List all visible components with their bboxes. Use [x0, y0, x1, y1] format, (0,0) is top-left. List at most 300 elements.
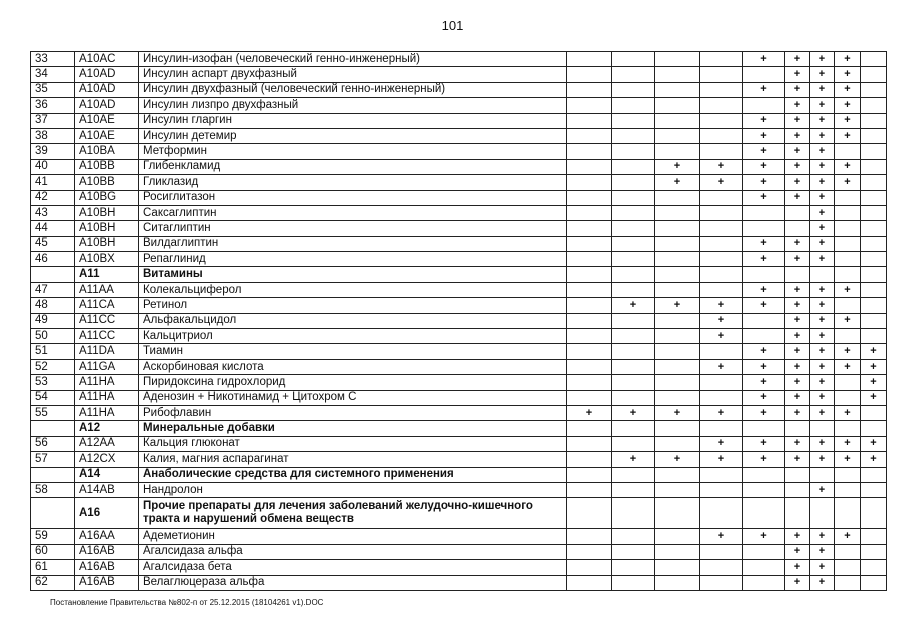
group-header-row — [31, 267, 887, 282]
drug-name: Калия, магния аспарагинат — [139, 452, 567, 467]
mark-cell: + — [785, 52, 810, 67]
mark-cell: + — [785, 190, 810, 205]
table-row — [31, 405, 887, 420]
mark-cell — [810, 421, 835, 436]
mark-cell: + — [655, 452, 700, 467]
mark-cell — [567, 544, 612, 559]
mark-cell — [743, 544, 785, 559]
mark-cell — [700, 144, 743, 159]
mark-cell: + — [743, 390, 785, 405]
drug-name: Метформин — [139, 144, 567, 159]
drug-name: Инсулин двухфазный (человеческий генно-инженерный) — [139, 82, 567, 97]
mark-cell — [700, 236, 743, 251]
mark-cell: + — [700, 298, 743, 313]
table-row — [31, 82, 887, 97]
table-row — [31, 282, 887, 297]
mark-cell: + — [835, 359, 861, 374]
mark-cell — [655, 252, 700, 267]
mark-cell: + — [655, 405, 700, 420]
mark-cell — [612, 236, 655, 251]
drug-name: Ситаглиптин — [139, 221, 567, 236]
mark-cell — [861, 113, 887, 128]
drug-name: Нандролон — [139, 482, 567, 497]
atc-code: A11HA — [75, 405, 139, 420]
row-number — [31, 421, 75, 436]
mark-cell: + — [785, 159, 810, 174]
atc-code: A16AB — [75, 544, 139, 559]
drug-name: Агалсидаза альфа — [139, 544, 567, 559]
drug-name: Вилдаглиптин — [139, 236, 567, 251]
mark-cell — [655, 375, 700, 390]
mark-cell: + — [567, 405, 612, 420]
row-number: 50 — [31, 329, 75, 344]
row-number: 53 — [31, 375, 75, 390]
mark-cell: + — [785, 252, 810, 267]
mark-cell: + — [810, 482, 835, 497]
row-number: 56 — [31, 436, 75, 451]
mark-cell — [743, 498, 785, 529]
mark-cell — [861, 175, 887, 190]
atc-code: A10BB — [75, 159, 139, 174]
mark-cell — [655, 144, 700, 159]
mark-cell — [567, 252, 612, 267]
row-number: 59 — [31, 529, 75, 544]
mark-cell — [835, 221, 861, 236]
mark-cell: + — [785, 390, 810, 405]
atc-code: A11CC — [75, 313, 139, 328]
mark-cell — [743, 482, 785, 497]
atc-code: A11AA — [75, 282, 139, 297]
mark-cell — [655, 67, 700, 82]
mark-cell: + — [835, 529, 861, 544]
mark-cell — [567, 282, 612, 297]
mark-cell — [567, 375, 612, 390]
mark-cell — [567, 329, 612, 344]
mark-cell — [861, 313, 887, 328]
drug-name: Инсулин детемир — [139, 128, 567, 143]
mark-cell — [700, 221, 743, 236]
mark-cell — [835, 236, 861, 251]
drug-name: Минеральные добавки — [139, 421, 567, 436]
mark-cell — [612, 575, 655, 590]
mark-cell — [700, 205, 743, 220]
mark-cell: + — [785, 344, 810, 359]
atc-code: A11CA — [75, 298, 139, 313]
atc-code: A14 — [75, 467, 139, 482]
mark-cell: + — [810, 67, 835, 82]
mark-cell — [835, 267, 861, 282]
mark-cell — [700, 467, 743, 482]
mark-cell — [743, 560, 785, 575]
row-number: 45 — [31, 236, 75, 251]
mark-cell — [655, 128, 700, 143]
table-row — [31, 482, 887, 497]
mark-cell — [567, 113, 612, 128]
mark-cell: + — [810, 575, 835, 590]
mark-cell — [700, 252, 743, 267]
mark-cell — [655, 267, 700, 282]
mark-cell — [861, 190, 887, 205]
mark-cell: + — [835, 82, 861, 97]
table-row — [31, 159, 887, 174]
row-number: 40 — [31, 159, 75, 174]
drug-name: Росиглитазон — [139, 190, 567, 205]
mark-cell — [785, 267, 810, 282]
mark-cell: + — [612, 405, 655, 420]
atc-code: A10BG — [75, 190, 139, 205]
table-row — [31, 221, 887, 236]
mark-cell — [743, 329, 785, 344]
table-row — [31, 375, 887, 390]
mark-cell: + — [785, 560, 810, 575]
mark-cell: + — [785, 298, 810, 313]
atc-code: A16AB — [75, 560, 139, 575]
atc-code: A10BB — [75, 175, 139, 190]
mark-cell: + — [810, 390, 835, 405]
atc-code: A11CC — [75, 329, 139, 344]
mark-cell — [567, 298, 612, 313]
mark-cell — [700, 190, 743, 205]
mark-cell: + — [810, 359, 835, 374]
mark-cell — [655, 529, 700, 544]
mark-cell — [567, 221, 612, 236]
mark-cell: + — [700, 159, 743, 174]
mark-cell — [835, 298, 861, 313]
mark-cell — [700, 98, 743, 113]
mark-cell — [835, 482, 861, 497]
mark-cell — [785, 498, 810, 529]
row-number: 34 — [31, 67, 75, 82]
mark-cell — [655, 236, 700, 251]
mark-cell: + — [861, 390, 887, 405]
drug-name: Альфакальцидол — [139, 313, 567, 328]
mark-cell — [861, 575, 887, 590]
mark-cell — [700, 482, 743, 497]
atc-code: A11 — [75, 267, 139, 282]
mark-cell — [700, 113, 743, 128]
table-row — [31, 144, 887, 159]
mark-cell: + — [785, 113, 810, 128]
atc-code: A10BH — [75, 221, 139, 236]
mark-cell — [612, 313, 655, 328]
mark-cell: + — [743, 405, 785, 420]
drug-name: Саксаглиптин — [139, 205, 567, 220]
table-row — [31, 113, 887, 128]
mark-cell — [700, 82, 743, 97]
atc-code: A12AA — [75, 436, 139, 451]
row-number: 41 — [31, 175, 75, 190]
mark-cell — [612, 205, 655, 220]
mark-cell — [567, 82, 612, 97]
mark-cell: + — [785, 82, 810, 97]
drug-name: Ретинол — [139, 298, 567, 313]
mark-cell — [861, 267, 887, 282]
mark-cell — [655, 498, 700, 529]
mark-cell: + — [612, 452, 655, 467]
mark-cell — [567, 190, 612, 205]
mark-cell: + — [785, 236, 810, 251]
row-number: 36 — [31, 98, 75, 113]
row-number: 47 — [31, 282, 75, 297]
mark-cell — [567, 313, 612, 328]
mark-cell: + — [743, 82, 785, 97]
atc-code: A10BX — [75, 252, 139, 267]
row-number: 61 — [31, 560, 75, 575]
mark-cell: + — [810, 175, 835, 190]
mark-cell: + — [810, 221, 835, 236]
mark-cell — [785, 482, 810, 497]
mark-cell — [567, 128, 612, 143]
atc-code: A12CX — [75, 452, 139, 467]
mark-cell — [861, 236, 887, 251]
drug-name: Витамины — [139, 267, 567, 282]
row-number: 44 — [31, 221, 75, 236]
mark-cell: + — [785, 359, 810, 374]
row-number — [31, 467, 75, 482]
atc-code: A10AE — [75, 128, 139, 143]
mark-cell — [655, 190, 700, 205]
table-row — [31, 344, 887, 359]
mark-cell — [567, 467, 612, 482]
mark-cell — [835, 329, 861, 344]
mark-cell: + — [810, 82, 835, 97]
mark-cell: + — [810, 452, 835, 467]
mark-cell — [655, 390, 700, 405]
mark-cell: + — [810, 313, 835, 328]
mark-cell — [700, 390, 743, 405]
mark-cell: + — [655, 175, 700, 190]
mark-cell: + — [743, 344, 785, 359]
row-number: 60 — [31, 544, 75, 559]
mark-cell — [655, 313, 700, 328]
mark-cell — [612, 267, 655, 282]
mark-cell: + — [785, 436, 810, 451]
mark-cell — [612, 529, 655, 544]
mark-cell — [835, 560, 861, 575]
table-row — [31, 329, 887, 344]
mark-cell: + — [785, 544, 810, 559]
drug-name: Адеметионин — [139, 529, 567, 544]
table-row — [31, 252, 887, 267]
mark-cell: + — [612, 298, 655, 313]
mark-cell — [655, 575, 700, 590]
mark-cell — [655, 359, 700, 374]
mark-cell — [655, 52, 700, 67]
group-header-row — [31, 498, 887, 529]
mark-cell: + — [700, 452, 743, 467]
row-number: 35 — [31, 82, 75, 97]
atc-code: A10AD — [75, 98, 139, 113]
mark-cell — [655, 421, 700, 436]
mark-cell: + — [743, 282, 785, 297]
mark-cell — [567, 560, 612, 575]
mark-cell: + — [743, 252, 785, 267]
mark-cell — [612, 421, 655, 436]
mark-cell — [785, 205, 810, 220]
mark-cell: + — [835, 98, 861, 113]
mark-cell: + — [835, 159, 861, 174]
mark-cell — [861, 498, 887, 529]
mark-cell — [655, 544, 700, 559]
mark-cell — [612, 544, 655, 559]
mark-cell — [567, 482, 612, 497]
mark-cell: + — [743, 190, 785, 205]
drug-name: Аскорбиновая кислота — [139, 359, 567, 374]
atc-code: A16AA — [75, 529, 139, 544]
table-row — [31, 313, 887, 328]
mark-cell — [861, 128, 887, 143]
mark-cell — [567, 452, 612, 467]
table-row — [31, 560, 887, 575]
mark-cell: + — [835, 52, 861, 67]
mark-cell — [861, 329, 887, 344]
drug-name: Инсулин аспарт двухфазный — [139, 67, 567, 82]
atc-code: A16AB — [75, 575, 139, 590]
mark-cell — [612, 482, 655, 497]
row-number: 49 — [31, 313, 75, 328]
table-row — [31, 452, 887, 467]
table-row — [31, 190, 887, 205]
drug-name: Пиридоксина гидрохлорид — [139, 375, 567, 390]
mark-cell: + — [835, 452, 861, 467]
mark-cell: + — [835, 344, 861, 359]
row-number: 33 — [31, 52, 75, 67]
table-row — [31, 67, 887, 82]
mark-cell — [785, 421, 810, 436]
row-number — [31, 498, 75, 529]
mark-cell — [810, 267, 835, 282]
row-number: 55 — [31, 405, 75, 420]
mark-cell: + — [743, 436, 785, 451]
mark-cell: + — [743, 298, 785, 313]
mark-cell: + — [810, 344, 835, 359]
mark-cell — [700, 67, 743, 82]
drug-name: Колекальциферол — [139, 282, 567, 297]
mark-cell: + — [835, 405, 861, 420]
mark-cell: + — [810, 52, 835, 67]
mark-cell: + — [861, 344, 887, 359]
mark-cell: + — [810, 190, 835, 205]
mark-cell — [655, 113, 700, 128]
mark-cell — [743, 267, 785, 282]
mark-cell — [567, 205, 612, 220]
mark-cell: + — [835, 436, 861, 451]
mark-cell — [567, 498, 612, 529]
mark-cell: + — [861, 436, 887, 451]
mark-cell: + — [810, 329, 835, 344]
table-row — [31, 359, 887, 374]
mark-cell: + — [835, 128, 861, 143]
mark-cell: + — [810, 159, 835, 174]
atc-code: A11DA — [75, 344, 139, 359]
mark-cell: + — [810, 236, 835, 251]
mark-cell — [567, 529, 612, 544]
row-number: 62 — [31, 575, 75, 590]
mark-cell — [743, 575, 785, 590]
mark-cell — [612, 98, 655, 113]
mark-cell: + — [743, 159, 785, 174]
mark-cell — [567, 159, 612, 174]
mark-cell — [835, 375, 861, 390]
mark-cell — [612, 560, 655, 575]
mark-cell — [861, 544, 887, 559]
mark-cell: + — [810, 529, 835, 544]
mark-cell — [567, 236, 612, 251]
drug-name: Агалсидаза бета — [139, 560, 567, 575]
mark-cell — [655, 436, 700, 451]
mark-cell — [612, 67, 655, 82]
mark-cell — [567, 421, 612, 436]
mark-cell — [861, 82, 887, 97]
mark-cell — [743, 98, 785, 113]
mark-cell: + — [700, 359, 743, 374]
atc-code: A12 — [75, 421, 139, 436]
mark-cell: + — [700, 329, 743, 344]
atc-code: A10BA — [75, 144, 139, 159]
mark-cell — [567, 390, 612, 405]
table-row — [31, 205, 887, 220]
mark-cell — [743, 67, 785, 82]
mark-cell — [655, 82, 700, 97]
mark-cell — [835, 390, 861, 405]
mark-cell — [655, 221, 700, 236]
mark-cell — [612, 221, 655, 236]
mark-cell: + — [785, 98, 810, 113]
mark-cell — [700, 544, 743, 559]
mark-cell — [655, 344, 700, 359]
mark-cell — [567, 52, 612, 67]
mark-cell: + — [785, 144, 810, 159]
mark-cell — [612, 190, 655, 205]
mark-cell — [785, 221, 810, 236]
mark-cell — [612, 252, 655, 267]
row-number: 52 — [31, 359, 75, 374]
mark-cell — [655, 329, 700, 344]
atc-code: A10AD — [75, 67, 139, 82]
atc-code: A11GA — [75, 359, 139, 374]
table-row — [31, 128, 887, 143]
drug-name: Инсулин-изофан (человеческий генно-инженерный) — [139, 52, 567, 67]
mark-cell — [700, 267, 743, 282]
mark-cell — [700, 52, 743, 67]
mark-cell: + — [655, 159, 700, 174]
mark-cell: + — [810, 375, 835, 390]
mark-cell: + — [835, 113, 861, 128]
mark-cell: + — [810, 405, 835, 420]
mark-cell: + — [835, 282, 861, 297]
mark-cell — [612, 159, 655, 174]
atc-code: A10AC — [75, 52, 139, 67]
mark-cell — [861, 529, 887, 544]
mark-cell — [743, 313, 785, 328]
mark-cell — [861, 421, 887, 436]
mark-cell — [861, 467, 887, 482]
mark-cell — [861, 67, 887, 82]
row-number: 38 — [31, 128, 75, 143]
mark-cell — [612, 344, 655, 359]
mark-cell — [835, 144, 861, 159]
mark-cell — [861, 98, 887, 113]
mark-cell — [612, 144, 655, 159]
mark-cell: + — [861, 452, 887, 467]
drug-name: Глибенкламид — [139, 159, 567, 174]
mark-cell: + — [810, 252, 835, 267]
mark-cell — [861, 405, 887, 420]
mark-cell — [785, 467, 810, 482]
mark-cell — [835, 205, 861, 220]
mark-cell — [567, 144, 612, 159]
mark-cell: + — [743, 52, 785, 67]
